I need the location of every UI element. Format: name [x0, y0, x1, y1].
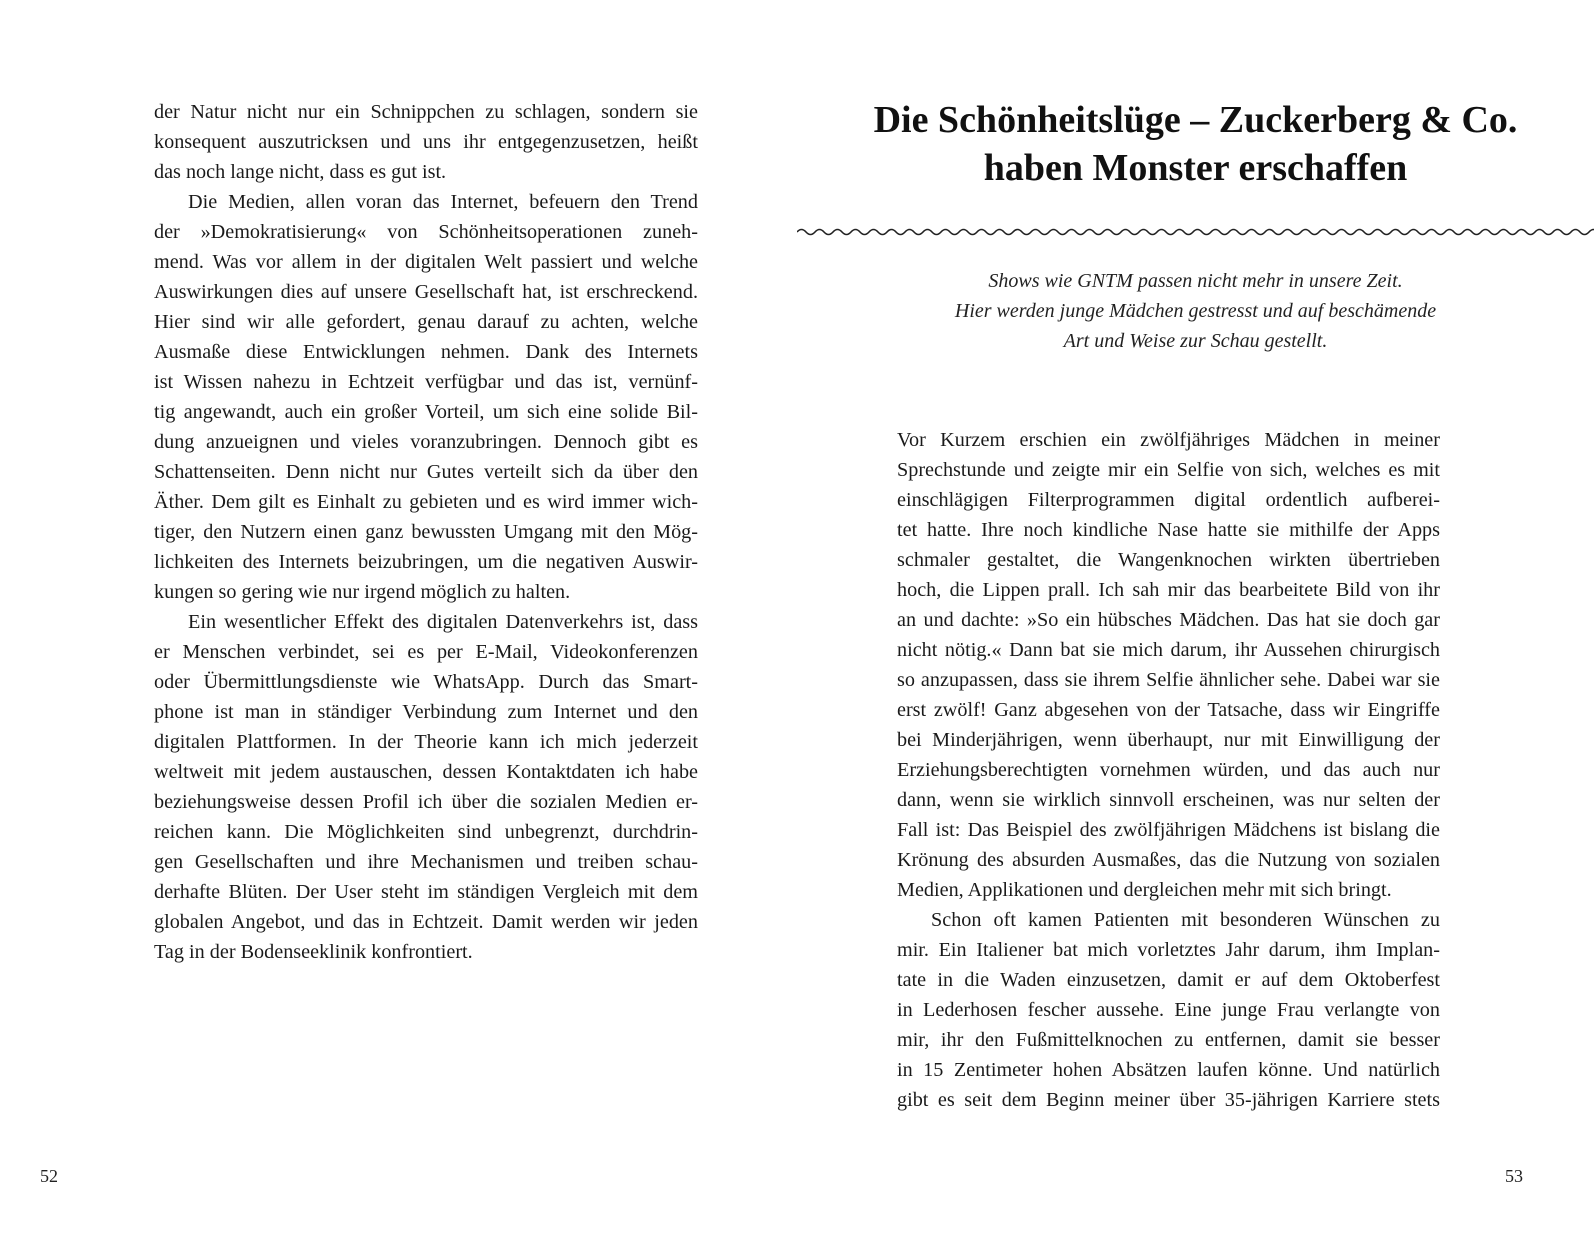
text-line: gen Gesellschaften und ihre Mechanismen und treiben schau-: [154, 851, 698, 873]
text-line: einschlägigen Filterprogrammen digital ordentlich aufberei-: [897, 489, 1440, 511]
text-line: gibt es seit dem Beginn meiner über 35-jährigen Karriere stets: [897, 1089, 1440, 1111]
text-line: erst zwölf! Ganz abgesehen von der Tatsache, dass wir Eingriffe: [897, 699, 1440, 721]
text-line: Schon oft kamen Patienten mit besonderen Wünschen zu: [931, 909, 1440, 931]
text-line: kungen so gering wie nur irgend möglich zu halten.: [154, 581, 571, 603]
text-line: Auswirkungen dies auf unsere Gesellschaft hat, ist erschreckend.: [154, 281, 698, 303]
text-line: lichkeiten des Internets beizubringen, um die negativen Auswir-: [154, 551, 698, 573]
chapter-title-line-2: haben Monster erschaffen: [983, 147, 1408, 189]
text-line: dann, wenn sie wirklich sinnvoll erscheinen, was nur selten der: [897, 789, 1440, 811]
text-line: Krönung des absurden Ausmaßes, das die Nutzung von sozialen: [897, 849, 1440, 871]
right-page-body-text: [897, 425, 1440, 1115]
text-line: Fall ist: Das Beispiel des zwölfjährigen Mädchens ist bislang die: [897, 819, 1440, 841]
text-line: Hier sind wir alle gefordert, genau darauf zu achten, welche: [154, 311, 698, 333]
text-line: Ein wesentlicher Effekt des digitalen Datenverkehrs ist, dass: [188, 611, 698, 633]
text-line: das noch lange nicht, dass es gut ist.: [154, 161, 447, 183]
text-line: der »Demokratisierung« von Schönheitsoperationen zuneh-: [154, 221, 698, 243]
text-line: tiger, den Nutzern einen ganz bewussten Umgang mit den Mög-: [154, 521, 698, 543]
text-line: beziehungsweise dessen Profil ich über die sozialen Medien er-: [154, 791, 698, 813]
text-line: dung anzueignen und vieles voranzubringen. Dennoch gibt es: [154, 431, 698, 453]
text-line: globalen Angebot, und das in Echtzeit. Damit werden wir jeden: [154, 911, 698, 933]
text-line: phone ist man in ständiger Verbindung zum Internet und den: [154, 701, 698, 723]
text-line: nicht nötig.« Dann bat sie mich darum, ihr Aussehen chirurgisch: [897, 639, 1440, 661]
text-line: Tag in der Bodenseeklinik konfrontiert.: [154, 941, 473, 963]
text-line: so anzupassen, dass sie ihrem Selfie ähnlicher sehe. Dabei war sie: [897, 669, 1440, 691]
text-line: Vor Kurzem erschien ein zwölfjähriges Mädchen in meiner: [897, 429, 1440, 451]
wavy-line-divider-icon: [797, 224, 1594, 240]
text-line: Sprechstunde und zeigte mir ein Selfie von sich, welches es mit: [897, 459, 1440, 481]
text-line: digitalen Plattformen. In der Theorie kann ich mich jederzeit: [154, 731, 698, 753]
text-line: Ausmaße diese Entwicklungen nehmen. Dank des Internets: [154, 341, 698, 363]
text-line: Erziehungsberechtigten vornehmen würden, und das auch nur: [897, 759, 1440, 781]
text-line: derhafte Blüten. Der User steht im ständigen Vergleich mit dem: [154, 881, 698, 903]
text-line: oder Übermittlungsdienste wie WhatsApp. Durch das Smart-: [154, 671, 698, 693]
left-page-body-text: [154, 97, 698, 967]
text-line: mir. Ein Italiener bat mich vorletztes Jahr darum, ihm Implan-: [897, 939, 1440, 961]
text-line: tet hatte. Ihre noch kindliche Nase hatte sie mithilfe der Apps: [897, 519, 1440, 541]
epigraph-line-2: Hier werden junge Mädchen gestresst und auf beschämende: [954, 300, 1437, 322]
chapter-title: [797, 96, 1594, 192]
text-line: in Lederhosen fescher aussehe. Eine junge Frau verlangte von: [897, 999, 1440, 1021]
text-line: Medien, Applikationen und dergleichen mehr mit sich bringt.: [897, 879, 1392, 901]
text-line: an und dachte: »So ein hübsches Mädchen. Das hat sie doch gar: [897, 609, 1440, 631]
text-line: weltweit mit jedem austauschen, dessen Kontaktdaten ich habe: [154, 761, 698, 783]
text-line: tig angewandt, auch ein großer Vorteil, um sich eine solide Bil-: [154, 401, 698, 423]
text-line: Die Medien, allen voran das Internet, befeuern den Trend: [188, 191, 698, 213]
text-line: mir, ihr den Fußmittelknochen zu entfernen, damit sie besser: [897, 1029, 1440, 1051]
text-line: in 15 Zentimeter hohen Absätzen laufen könne. Und natürlich: [897, 1059, 1440, 1081]
page-number-right: 53: [1505, 1166, 1523, 1186]
chapter-title-line-1: Die Schönheitslüge – Zuckerberg & Co.: [873, 99, 1518, 141]
text-line: bei Minderjährigen, wenn überhaupt, nur mit Einwilligung der: [897, 729, 1440, 751]
text-line: reichen kann. Die Möglichkeiten sind unbegrenzt, durchdrin-: [154, 821, 698, 843]
text-line: hoch, die Lippen prall. Ich sah mir das bearbeitete Bild von ihr: [897, 579, 1440, 601]
epigraph-line-3: Art und Weise zur Schau gestellt.: [1063, 330, 1328, 352]
text-line: ist Wissen nahezu in Echtzeit verfügbar und das ist, vernünf-: [154, 371, 698, 393]
text-line: er Menschen verbindet, sei es per E-Mail, Videokonferenzen: [154, 641, 698, 663]
text-line: Äther. Dem gilt es Einhalt zu gebieten und es wird immer wich-: [154, 491, 698, 513]
text-line: schmaler gestaltet, die Wangenknochen wirkten übertrieben: [897, 549, 1440, 571]
text-line: Schattenseiten. Denn nicht nur Gutes verteilt sich da über den: [154, 461, 698, 483]
text-line: der Natur nicht nur ein Schnippchen zu schlagen, sondern sie: [154, 101, 698, 123]
text-line: tate in die Waden einzusetzen, damit er auf dem Oktoberfest: [897, 969, 1440, 991]
text-line: mend. Was vor allem in der digitalen Welt passiert und welche: [154, 251, 698, 273]
epigraph-line-1: Shows wie GNTM passen nicht mehr in unsere Zeit.: [988, 270, 1403, 292]
text-line: konsequent auszutricksen und uns ihr entgegenzusetzen, heißt: [154, 131, 698, 153]
page-number-left: 52: [40, 1166, 58, 1186]
chapter-epigraph: [797, 266, 1594, 356]
